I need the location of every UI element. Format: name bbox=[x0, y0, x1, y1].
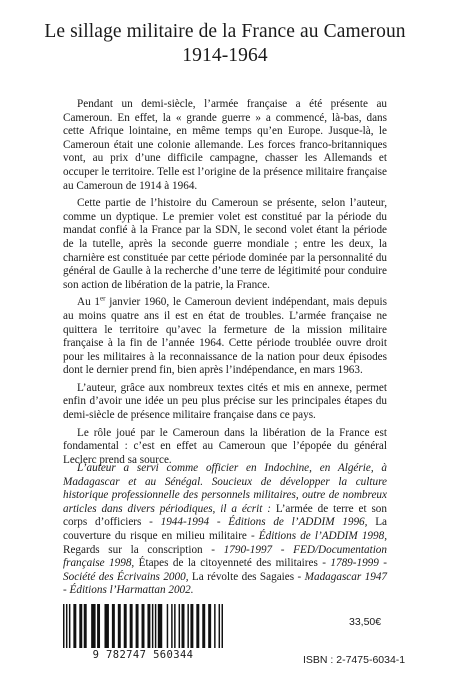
barcode-bar bbox=[118, 604, 121, 648]
barcode-bar bbox=[79, 604, 82, 648]
barcode-number: 9 782747 560344 bbox=[92, 649, 194, 661]
paragraph-2: Cette partie de l’histoire du Cameroun se présente, selon l’auteur, comme un dyptique. Le premier volet est constitué par la période du mandat confié à la France par la SDN, le second volet étant la période de la tutelle, après la seconde guerre mondiale ; entre les deux, la charnière est constituée par cette période dominée par la personnalité du général de Gaulle à la recherche d’une terre de légitimité pour conduire son action de libération de la patrie, la France. bbox=[63, 197, 387, 291]
barcode-bar bbox=[202, 604, 205, 648]
barcode-bar bbox=[222, 604, 223, 648]
barcode-bar bbox=[152, 604, 153, 648]
bio-book-2-title: La couverture du risque en milieu militaire bbox=[63, 516, 387, 542]
barcode-bar bbox=[219, 604, 220, 648]
bio-book-1-title: L’armée de terre et son corps d’officiers bbox=[63, 502, 387, 529]
barcode-bar bbox=[190, 604, 193, 648]
barcode-bar bbox=[155, 604, 156, 648]
barcode-bar bbox=[112, 604, 115, 648]
barcode-bar bbox=[214, 604, 215, 648]
barcode-bar bbox=[142, 604, 145, 648]
summary-text bbox=[63, 98, 387, 471]
barcode-bar bbox=[69, 604, 70, 648]
barcode-bar bbox=[208, 604, 211, 648]
barcode-bar bbox=[182, 604, 185, 648]
barcode-bar bbox=[171, 604, 172, 648]
barcode-bar bbox=[63, 604, 64, 648]
barcode-bar bbox=[66, 604, 67, 648]
barcode-bars bbox=[63, 604, 223, 648]
title-line-1: Le sillage militaire de la France au Cameroun bbox=[44, 21, 406, 42]
bio-book-5-title: La révolte des Sagaies bbox=[191, 570, 295, 583]
barcode-bar bbox=[136, 604, 139, 648]
barcode-bar bbox=[158, 604, 162, 648]
title-line-2: 1914-1964 bbox=[182, 45, 268, 66]
bio-book-5-info: - Madagascar 1947 - Éditions l’Harmattan 2002. bbox=[63, 570, 388, 597]
bio-book-4-info: - 1789-1999 - Société des Écrivains 2000, bbox=[63, 557, 387, 583]
paragraph-3: Au 1er janvier 1960, le Cameroun devient indépendant, mais depuis au moins quatre ans il est en état de troubles. L’armée française ne quittera le territoire qu’avec la fermeture de la mission militaire française à la fin de l’année 1964. Cette période troublée ouvre droit pour les militaires à la reconnaissance de la nation pour deux épisodes dont le dernier prend fin, bien après l’indépendance, en mars 1963. bbox=[63, 294, 387, 377]
barcode-bar bbox=[179, 604, 180, 648]
bio-book-2-info: - Éditions de l’ADDIM 1998, bbox=[246, 529, 387, 542]
barcode-bar bbox=[147, 604, 150, 648]
barcode-bar bbox=[196, 604, 199, 648]
barcode-bar bbox=[167, 604, 168, 648]
barcode-bar bbox=[104, 604, 108, 648]
bio-book-3-info: - 1790-1997 - FED/Documentation française 1998, bbox=[63, 543, 387, 570]
paragraph-4: L’auteur, grâce aux nombreux textes cités et mis en annexe, permet enfin d’avoir une idée un peu plus précise sur les principales étapes du demi-siècle de présence militaire française dans ce pays. bbox=[63, 381, 387, 422]
bio-book-1-info: - 1944-1994 - Éditions de l’ADDIM 1996, bbox=[141, 516, 376, 529]
barcode-bar bbox=[130, 604, 133, 648]
barcode-bar bbox=[124, 604, 127, 648]
barcode-bar bbox=[97, 604, 100, 648]
barcode-bar bbox=[91, 604, 95, 648]
isbn: ISBN : 2-7475-6034-1 bbox=[303, 654, 406, 666]
paragraph-1: Pendant un demi-siècle, l’armée française a été présente au Cameroun. En effet, la « grande guerre » a commencé, là-bas, dans cette Afrique lointaine, en même temps qu’en Europe. Jusque-là, le Cameroun était une colonie allemande. Les forces franco-britanniques vont, au prix d’une difficile campagne, chasser les Allemands et occuper le territoire. Telle est l’origine de la présence militaire française au Cameroun de 1914 à 1964. bbox=[63, 98, 387, 192]
barcode-bar bbox=[73, 604, 76, 648]
barcode-bar bbox=[84, 604, 87, 648]
barcode-bar bbox=[174, 604, 175, 648]
bio-intro: L’auteur a servi comme officier en Indochine, en Algérie, à Madagascar et au Sénégal. Soucieux de développer la culture historique professionnelle des personnels militaires, outre de nombreux articles dans divers périodiques, il a écrit : bbox=[63, 462, 387, 515]
author-bio bbox=[63, 462, 387, 598]
price: 33,50€ bbox=[349, 616, 382, 628]
bio-book-4-title: Étapes de la citoyenneté des militaires bbox=[138, 557, 318, 570]
paragraph-5: Le rôle joué par le Cameroun dans la libération de la France est fondamental : c’est en effet au Cameroun que l’épopée du général Leclerc prend sa source. bbox=[63, 426, 387, 466]
barcode bbox=[63, 604, 223, 661]
bio-paragraph bbox=[63, 462, 387, 598]
bio-book-3-title: Regards sur la conscription bbox=[63, 543, 203, 556]
book-title bbox=[0, 20, 450, 68]
barcode-bar bbox=[187, 604, 188, 648]
